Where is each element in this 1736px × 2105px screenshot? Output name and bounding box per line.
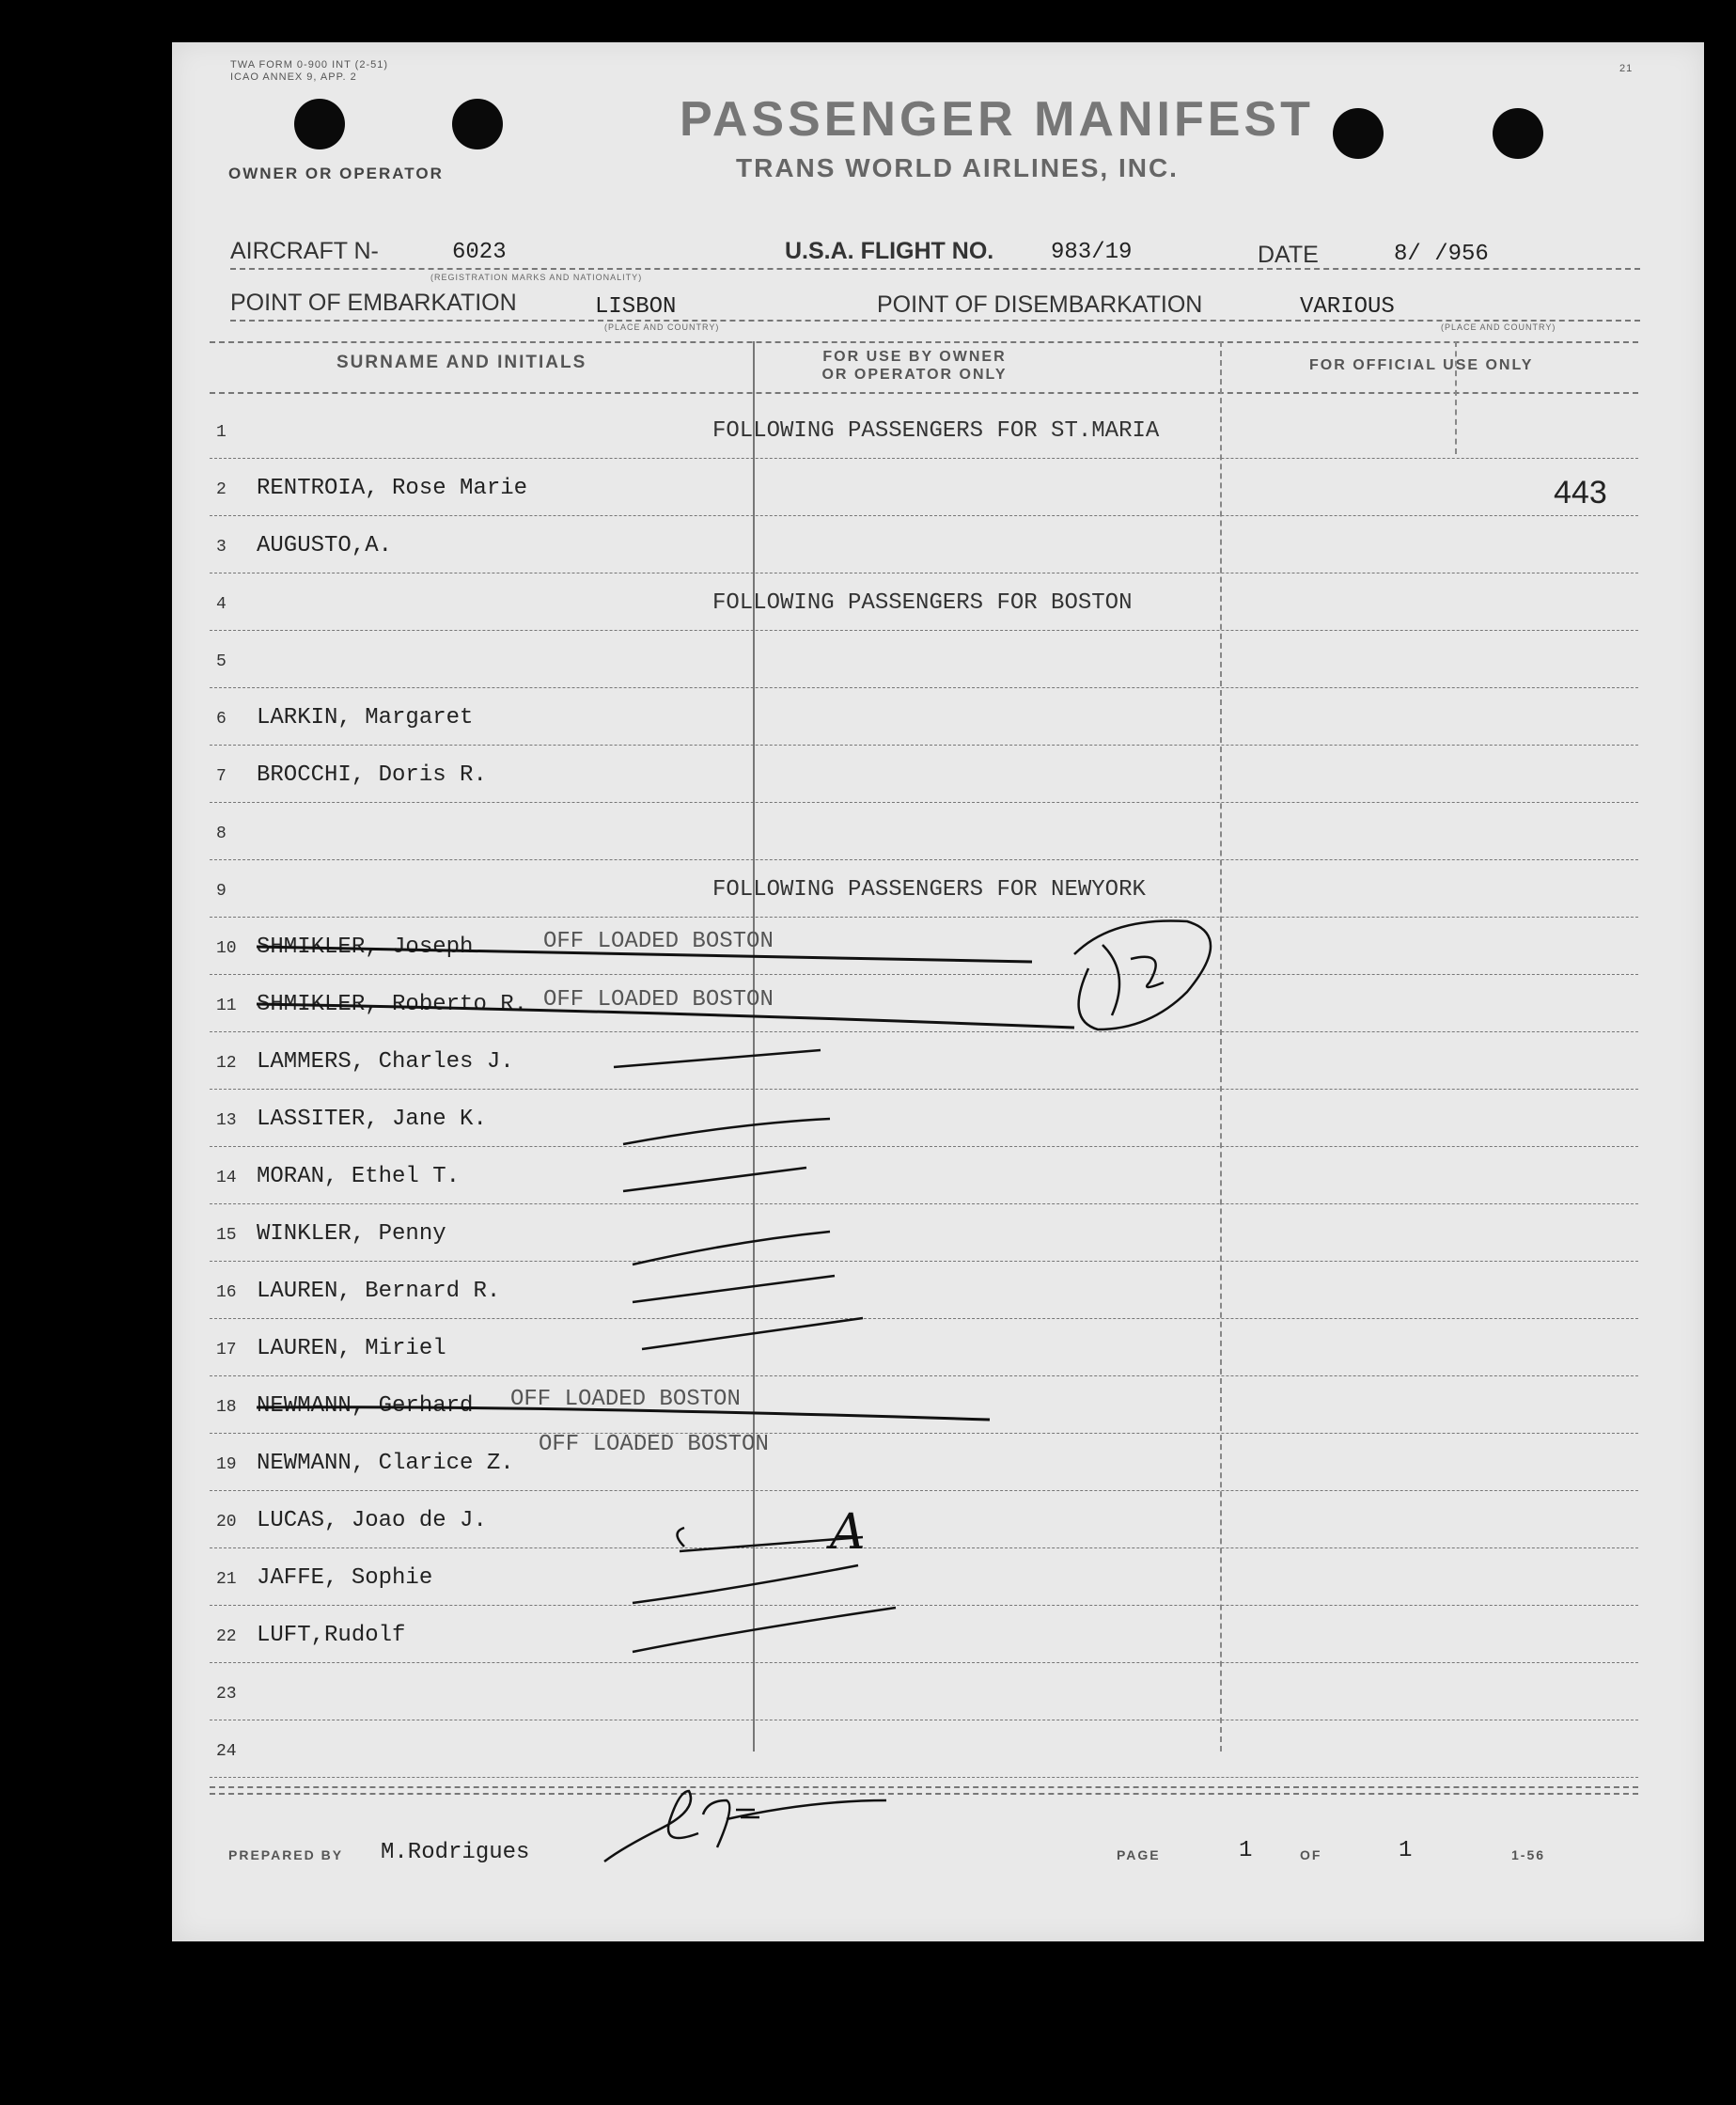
row-number: 12	[216, 1054, 237, 1073]
offload-note-11: OFF LOADED BOSTON	[543, 987, 774, 1013]
date-value: 8/ /956	[1394, 242, 1489, 267]
circled-mark	[1074, 920, 1211, 1029]
row-number: 21	[216, 1570, 237, 1589]
tick-row-16	[633, 1276, 835, 1302]
flight-label: U.S.A. FLIGHT NO.	[785, 238, 994, 264]
passenger-name: LASSITER, Jane K.	[257, 1107, 487, 1132]
manifest-page	[172, 42, 1704, 1941]
embark-label: POINT OF EMBARKATION	[230, 290, 517, 316]
passenger-name: WINKLER, Penny	[257, 1221, 446, 1247]
column-header-name: SURNAME AND INITIALS	[336, 353, 587, 372]
prepared-label: PREPARED BY	[228, 1847, 344, 1862]
tick-row-12	[614, 1050, 821, 1067]
page-label: PAGE	[1117, 1847, 1161, 1862]
of-value: 1	[1399, 1838, 1413, 1863]
tick-row-21	[633, 1565, 858, 1603]
column-header-owner-line-1: FOR USE BY OWNER	[822, 349, 1007, 365]
column-header-official: FOR OFFICIAL USE ONLY	[1309, 357, 1534, 373]
flight-value: 983/19	[1051, 240, 1133, 265]
disembark-sub: (PLACE AND COUNTRY)	[1441, 322, 1556, 332]
passenger-name: BROCCHI, Doris R.	[257, 762, 487, 788]
row-number: 3	[216, 538, 227, 557]
row-number: 17	[216, 1341, 237, 1359]
passenger-name: LAUREN, Miriel	[257, 1336, 446, 1361]
row-number: 6	[216, 710, 227, 729]
row-number: 15	[216, 1226, 237, 1245]
row-number: 20	[216, 1513, 237, 1532]
offload-note-10: OFF LOADED BOSTON	[543, 929, 774, 954]
row-number: 1	[216, 423, 227, 442]
handwritten-a: A	[830, 1504, 866, 1561]
form-ref-line-1: TWA FORM 0-900 INT (2-51)	[230, 59, 389, 71]
passenger-name: LAMMERS, Charles J.	[257, 1049, 514, 1075]
corner-mark: 21	[1619, 63, 1634, 74]
embark-sub: (PLACE AND COUNTRY)	[604, 322, 720, 332]
row-number: 16	[216, 1283, 237, 1302]
passenger-name: LUFT,Rudolf	[257, 1623, 406, 1648]
passenger-name: LUCAS, Joao de J.	[257, 1508, 487, 1533]
strike-row-11	[257, 1004, 1074, 1028]
owner-label: OWNER OR OPERATOR	[228, 165, 444, 182]
prepared-value: M.Rodrigues	[381, 1840, 530, 1865]
page-title: PASSENGER MANIFEST	[680, 92, 1314, 147]
disembark-label: POINT OF DISEMBARKATION	[877, 291, 1203, 318]
row-number: 5	[216, 652, 227, 671]
row-number: 7	[216, 767, 227, 786]
aircraft-label: AIRCRAFT N-	[230, 238, 379, 264]
tick-row-14	[623, 1168, 806, 1191]
section-heading: FOLLOWING PASSENGERS FOR BOSTON	[712, 590, 1133, 616]
offload-note-19: OFF LOADED BOSTON	[539, 1432, 769, 1457]
passenger-name: NEWMANN, Gerhard	[257, 1393, 474, 1419]
tick-row-20	[678, 1528, 864, 1551]
row-number: 4	[216, 595, 227, 614]
row-number: 19	[216, 1455, 237, 1474]
row-number: 24	[216, 1742, 237, 1761]
strike-row-10	[257, 947, 1032, 962]
passenger-name: AUGUSTO,A.	[257, 533, 393, 558]
tick-row-15	[633, 1232, 830, 1265]
form-ref-line-2: ICAO ANNEX 9, APP. 2	[230, 71, 357, 83]
tick-row-13	[623, 1119, 830, 1144]
row-number: 23	[216, 1685, 237, 1704]
column-header-owner-line-2: OR OPERATOR ONLY	[821, 367, 1008, 383]
passenger-name: LARKIN, Margaret	[257, 705, 474, 730]
row-number: 8	[216, 825, 227, 843]
row-number: 14	[216, 1169, 237, 1187]
handwritten-marks	[172, 42, 1704, 1941]
aircraft-value: 6023	[452, 240, 507, 265]
passenger-name: LAUREN, Bernard R.	[257, 1279, 501, 1304]
section-heading: FOLLOWING PASSENGERS FOR NEWYORK	[712, 877, 1146, 903]
official-number: 443	[1554, 475, 1607, 511]
embark-value: LISBON	[595, 294, 677, 320]
offload-note-18: OFF LOADED BOSTON	[510, 1387, 741, 1412]
of-label: OF	[1300, 1847, 1322, 1862]
tick-row-22	[633, 1608, 896, 1652]
disembark-value: VARIOUS	[1300, 294, 1395, 320]
row-number: 9	[216, 882, 227, 901]
row-number: 10	[216, 939, 237, 958]
passenger-name: NEWMANN, Clarice Z.	[257, 1451, 514, 1476]
section-heading: FOLLOWING PASSENGERS FOR ST.MARIA	[712, 418, 1160, 444]
passenger-name: RENTROIA, Rose Marie	[257, 476, 528, 501]
aircraft-sub: (REGISTRATION MARKS AND NATIONALITY)	[430, 273, 643, 282]
signature	[604, 1791, 886, 1862]
strike-row-18	[257, 1407, 990, 1420]
tick-row-17	[642, 1318, 863, 1349]
date-label: DATE	[1258, 242, 1319, 268]
page-subtitle: TRANS WORLD AIRLINES, INC.	[736, 153, 1179, 182]
passenger-name: SHMIKLER, Roberto R.	[257, 992, 528, 1017]
row-number: 11	[216, 997, 237, 1015]
row-number: 18	[216, 1398, 237, 1417]
form-code: 1-56	[1511, 1847, 1546, 1862]
row-number: 22	[216, 1627, 237, 1646]
passenger-name: JAFFE, Sophie	[257, 1565, 433, 1591]
passenger-name: MORAN, Ethel T.	[257, 1164, 461, 1189]
row-number: 2	[216, 480, 227, 499]
page-value: 1	[1239, 1838, 1253, 1863]
row-number: 13	[216, 1111, 237, 1130]
passenger-name: SHMIKLER, Joseph	[257, 935, 474, 960]
